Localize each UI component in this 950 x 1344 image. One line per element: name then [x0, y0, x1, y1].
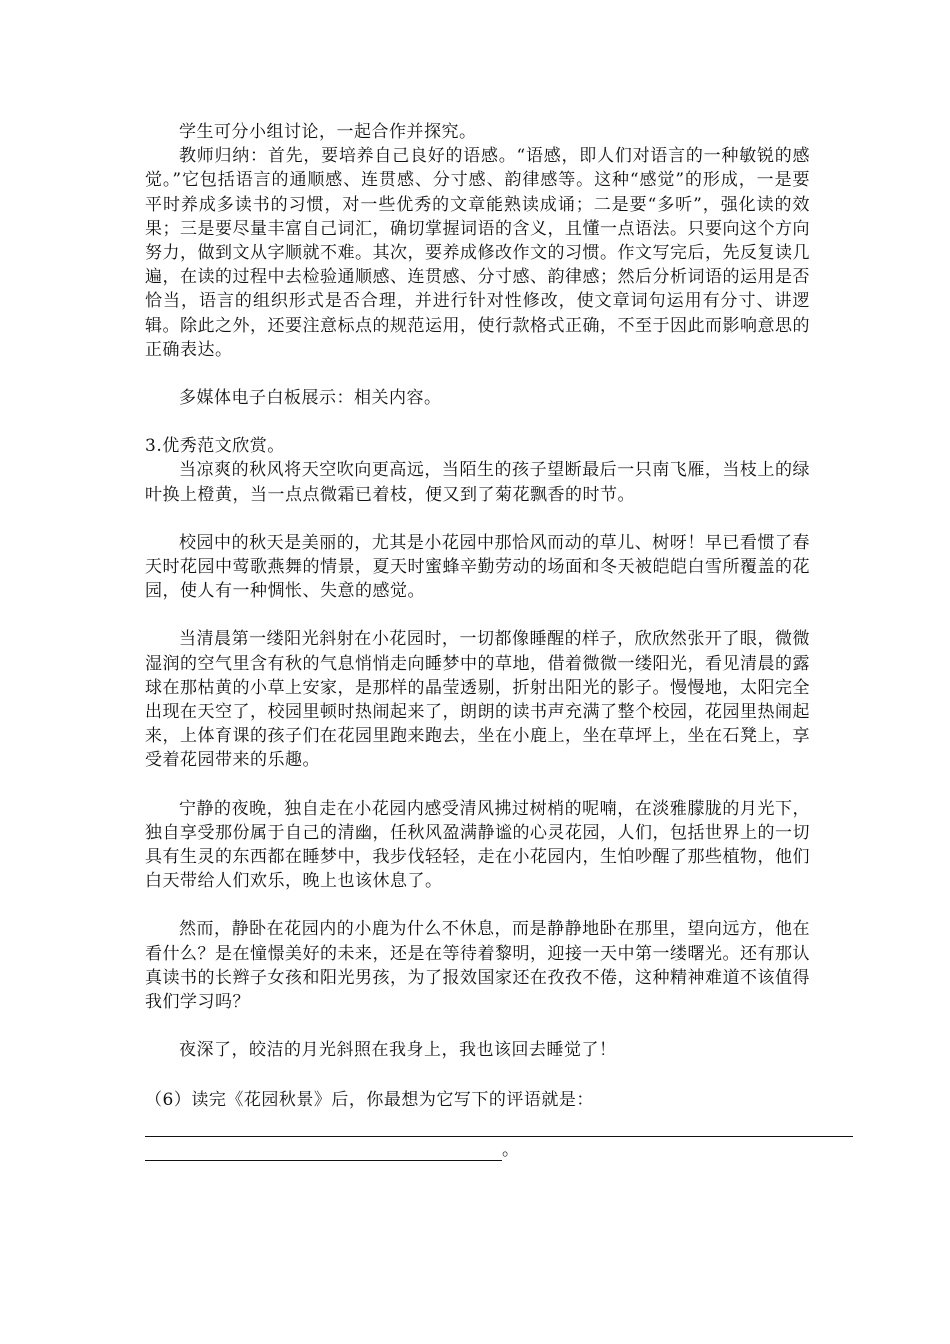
- answer-end-punctuation: 。: [502, 1139, 519, 1160]
- paragraph-essay-5: 然而，静卧在花园内的小鹿为什么不休息，而是静静地卧在那里，望向远方，他在看什么？是在憧憬美好的未来，还是在等待着黎明，迎接一天中第一缕曙光。还有那认真读书的长辫子女孩和阳光男孩，为了报效国家还在孜孜不倦，这种精神难道不该值得我们学习吗？: [145, 919, 810, 1013]
- paragraph-essay-2: 校园中的秋天是美丽的，尤其是小花园中那恰风而动的草儿、树呀！早已看惯了春天时花园中莺歌燕舞的情景，夏天时蜜蜂辛勤劳动的场面和冬天被皑皑白雪所覆盖的花园，使人有一种惆怅、失意的感觉。: [145, 532, 810, 602]
- document-page: [145, 120, 810, 1161]
- answer-blank-line-1[interactable]: [145, 1116, 853, 1137]
- paragraph-essay-4: 宁静的夜晚，独自走在小花园内感受清风拂过树梢的呢喃，在淡雅朦胧的月光下，独自享受那份属于自己的清幽，任秋风盈满静谧的心灵花园，人们，包括世界上的一切具有生灵的东西都在睡梦中，我步伐轻轻，走在小花园内，生怕吵醒了那些植物，他们白天带给人们欢乐，晚上也该休息了。: [145, 798, 810, 892]
- paragraph-essay-6: 夜深了，皎洁的月光斜照在我身上，我也该回去睡觉了！: [179, 1040, 617, 1061]
- paragraph-group-discussion: 学生可分小组讨论，一起合作并探究。: [179, 122, 477, 142]
- paragraph-essay-1: 当凉爽的秋风将天空吹向更高远，当陌生的孩子望断最后一只南飞雁，当枝上的绿叶换上橙黄，当一点点微霜已着枝，便又到了菊花飘香的时节。: [145, 460, 810, 505]
- paragraph-teacher-summary: 教师归纳：首先，要培养自己良好的语感。“语感，即人们对语言的一种敏锐的感觉。”它包括语言的通顺感、连贯感、分寸感、韵律感等。这种“感觉”的形成，一是要平时养成多读书的习惯，对一些优秀的文章能熟读成诵；二是要“多听”，强化读的效果；三是要尽量丰富自己词汇，确切掌握词语的含义，且懂一点语法。只要向这个方向努力，做到文从字顺就不难。其次，要养成修改作文的习惯。作文写完后，先反复读几遍，在读的过程中去检验通顺感、连贯感、分寸感、韵律感；然后分析词语的运用是否恰当，语言的组织形式是否合理，并进行针对性修改，使文章词句运用有分寸、讲逻辑。除此之外，还要注意标点的规范运用，使行款格式正确，不至于因此而影响意思的正确表达。: [145, 146, 810, 360]
- paragraph-multimedia: 多媒体电子白板展示：相关内容。: [179, 388, 442, 409]
- answer-row: [145, 1139, 810, 1161]
- answer-blank-line-2[interactable]: [145, 1140, 502, 1161]
- question-prompt: （6）读完《花园秋景》后，你最想为它写下的评语就是：: [145, 1089, 594, 1110]
- paragraph-essay-3: 当清晨第一缕阳光斜射在小花园时，一切都像睡醒的样子，欣欣然张开了眼，微微湿润的空气里含有秋的气息悄悄走向睡梦中的草地，借着微微一缕阳光，看见清晨的露球在那枯黄的小草上安家，是那样的晶莹透剔，折射出阳光的影子。慢慢地，太阳完全出现在天空了，校园里顿时热闹起来了，朗朗的读书声充满了整个校园，花园里热闹起来，上体育课的孩子们在花园里跑来跑去，坐在小鹿上，坐在草坪上，坐在石凳上，享受着花园带来的乐趣。: [145, 629, 810, 771]
- section-heading-essay: 3.优秀范文欣赏。: [145, 436, 285, 457]
